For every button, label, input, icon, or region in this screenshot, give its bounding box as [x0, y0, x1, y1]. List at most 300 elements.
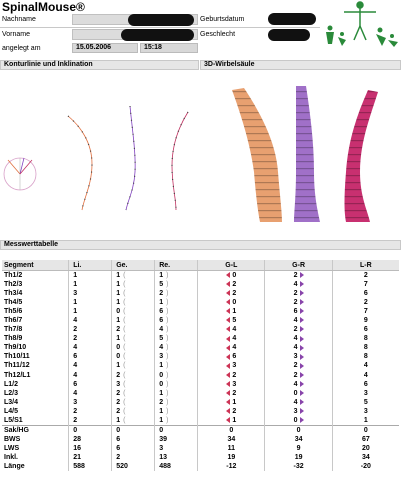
segment-cell — [2, 380, 69, 389]
segment-cell-value: LWS — [4, 444, 20, 452]
arrow-left-icon — [226, 299, 230, 305]
gr-cell-value: 0 — [293, 389, 298, 397]
li-cell-value: 2 — [73, 335, 78, 343]
gl-cell — [198, 289, 265, 298]
curvature-mark-icon: ( — [123, 416, 126, 424]
segment-cell — [2, 425, 69, 435]
li-cell-value: 6 — [73, 353, 78, 361]
lr-cell — [332, 389, 399, 398]
curvature-mark-icon: ) — [166, 317, 169, 325]
segment-cell — [2, 325, 69, 334]
ge-cell-value: 1 — [116, 281, 121, 289]
curvature-mark-icon: ) — [166, 407, 169, 415]
gl-cell-value: 2 — [232, 407, 237, 415]
gl-cell — [198, 316, 265, 325]
arrow-left-icon — [226, 308, 230, 314]
ge-cell — [112, 307, 155, 316]
curvature-mark-icon: ) — [166, 308, 169, 316]
vorname-field[interactable] — [72, 29, 198, 40]
arrow-left-icon — [226, 290, 230, 296]
ge-cell-value: 2 — [116, 326, 121, 334]
gr-cell-value: 2 — [293, 299, 298, 307]
li-cell — [69, 425, 112, 435]
lr-cell-value: 7 — [363, 281, 368, 289]
gr-cell — [265, 325, 332, 334]
ge-cell — [112, 435, 155, 444]
re-cell-value: 3 — [159, 444, 164, 452]
li-cell — [69, 289, 112, 298]
gr-cell-value: 6 — [293, 308, 298, 316]
gr-cell — [265, 316, 332, 325]
gl-cell — [198, 325, 265, 334]
lr-cell-value: -20 — [360, 463, 371, 470]
arrow-left-icon — [226, 345, 230, 351]
ge-cell-value: 0 — [116, 426, 121, 434]
curvature-mark-icon: ( — [123, 353, 126, 361]
li-cell-value: 588 — [73, 463, 85, 470]
arrow-left-icon — [226, 336, 230, 342]
re-cell — [155, 289, 198, 298]
gl-cell — [198, 343, 265, 352]
curvature-mark-icon: ( — [123, 398, 126, 406]
geburtsdatum-redacted — [268, 13, 316, 25]
curvature-mark-icon: ( — [123, 371, 126, 379]
gr-cell — [265, 416, 332, 426]
segment-cell — [2, 361, 69, 370]
date-field: 15.05.2006 — [72, 43, 138, 53]
ge-cell-value: 2 — [116, 407, 121, 415]
lr-cell — [332, 352, 399, 361]
re-cell-value: 5 — [159, 281, 164, 289]
arrow-right-icon — [300, 345, 304, 351]
table-row — [2, 361, 399, 370]
gl-cell-value: 1 — [232, 398, 237, 406]
re-cell — [155, 462, 198, 471]
li-cell-value: 1 — [73, 281, 78, 289]
table-row — [2, 289, 399, 298]
li-cell-value: 16 — [73, 444, 81, 452]
gl-cell-value: 2 — [232, 290, 237, 298]
section-messwert: Messwerttabelle — [0, 240, 401, 250]
curvature-mark-icon: ) — [166, 371, 169, 379]
ge-cell — [112, 371, 155, 380]
summary-row — [2, 462, 399, 471]
arrow-left-icon — [226, 399, 230, 405]
gr-cell-value: 2 — [293, 326, 298, 334]
lr-cell-value: 0 — [363, 426, 368, 434]
lr-cell — [332, 425, 399, 435]
arrow-right-icon — [300, 281, 304, 287]
gl-cell-value: 0 — [232, 272, 237, 280]
li-cell-value: 0 — [73, 426, 78, 434]
gr-cell-value: 2 — [293, 272, 298, 280]
curvature-mark-icon: ( — [123, 326, 126, 334]
segment-cell-value: Länge — [4, 463, 25, 470]
li-cell-value: 21 — [73, 453, 81, 461]
ge-cell-value: 1 — [116, 317, 121, 325]
curvature-mark-icon: ) — [166, 416, 169, 424]
segment-cell-value: Th12/L1 — [4, 371, 31, 379]
ge-cell — [112, 280, 155, 289]
segment-cell-value: Th4/5 — [4, 299, 23, 307]
section-3d: 3D-Wirbelsäule — [200, 60, 401, 70]
segment-cell-value: Th9/10 — [4, 344, 27, 352]
ge-cell — [112, 380, 155, 389]
li-cell — [69, 307, 112, 316]
gr-cell — [265, 435, 332, 444]
time-field: 15:18 — [140, 43, 198, 53]
curvature-mark-icon: ) — [166, 344, 169, 352]
arrow-right-icon — [300, 336, 304, 342]
brand-title: SpinalMouse® — [2, 0, 85, 14]
lr-cell — [332, 289, 399, 298]
re-cell — [155, 398, 198, 407]
table-row — [2, 343, 399, 352]
li-cell — [69, 325, 112, 334]
re-cell — [155, 271, 198, 281]
gl-cell — [198, 380, 265, 389]
measurement-table — [2, 260, 399, 471]
re-cell-value: 6 — [159, 308, 164, 316]
gl-cell-value: 19 — [227, 453, 236, 461]
segment-cell — [2, 352, 69, 361]
re-cell — [155, 307, 198, 316]
arrow-right-icon — [300, 408, 304, 414]
table-row — [2, 407, 399, 416]
col-header: Li. — [69, 260, 112, 271]
re-cell-value: 1 — [159, 362, 164, 370]
gl-cell-value: 4 — [232, 335, 237, 343]
ge-cell — [112, 343, 155, 352]
table-row — [2, 416, 399, 426]
lr-cell — [332, 307, 399, 316]
nachname-label: Nachname — [2, 16, 36, 23]
segment-cell — [2, 334, 69, 343]
arrow-left-icon — [226, 281, 230, 287]
summary-row — [2, 453, 399, 462]
re-cell-value: 5 — [159, 335, 164, 343]
re-cell — [155, 316, 198, 325]
segment-cell-value: Th7/8 — [4, 326, 23, 334]
li-cell — [69, 271, 112, 281]
segment-cell-value: L2/3 — [4, 389, 19, 397]
arrow-right-icon — [300, 290, 304, 296]
lr-cell-value: 1 — [363, 416, 368, 424]
col-header: G-R — [265, 260, 332, 271]
segment-cell — [2, 407, 69, 416]
lr-cell — [332, 298, 399, 307]
curvature-mark-icon: ( — [123, 335, 126, 343]
arrow-left-icon — [226, 390, 230, 396]
re-cell — [155, 334, 198, 343]
lr-cell — [332, 453, 399, 462]
re-cell — [155, 425, 198, 435]
table-row — [2, 271, 399, 281]
segment-cell-value: Th3/4 — [4, 290, 23, 298]
segment-cell-value: BWS — [4, 435, 21, 443]
ge-cell-value: 1 — [116, 299, 121, 307]
lr-cell — [332, 316, 399, 325]
gl-cell-value: 0 — [229, 426, 234, 434]
segment-cell — [2, 371, 69, 380]
li-cell-value: 1 — [73, 272, 78, 280]
col-header: Segment — [2, 260, 69, 271]
curvature-mark-icon: ) — [166, 326, 169, 334]
vorname-label: Vorname — [2, 31, 31, 38]
contour-line-plot — [0, 72, 199, 232]
gr-cell-value: 19 — [294, 453, 303, 461]
re-cell — [155, 280, 198, 289]
gl-cell-value: 5 — [232, 317, 237, 325]
ge-cell — [112, 316, 155, 325]
re-cell-value: 1 — [159, 299, 164, 307]
curvature-mark-icon: ( — [123, 362, 126, 370]
re-cell-value: 13 — [159, 453, 167, 461]
re-cell — [155, 361, 198, 370]
li-cell-value: 6 — [73, 380, 78, 388]
gl-cell-value: -12 — [226, 463, 237, 470]
segment-cell-value: Th5/6 — [4, 308, 23, 316]
li-cell — [69, 316, 112, 325]
gl-cell-value: 34 — [227, 435, 236, 443]
gr-cell-value: -32 — [293, 463, 304, 470]
gr-cell-value: 0 — [293, 416, 298, 424]
arrow-left-icon — [226, 372, 230, 378]
li-cell-value: 2 — [73, 407, 78, 415]
lr-cell-value: 8 — [363, 335, 368, 343]
gr-cell-value: 4 — [293, 335, 298, 343]
li-cell-value: 4 — [73, 389, 78, 397]
gr-cell — [265, 389, 332, 398]
ge-cell — [112, 289, 155, 298]
arrow-right-icon — [300, 399, 304, 405]
segment-cell — [2, 398, 69, 407]
li-cell — [69, 380, 112, 389]
arrow-left-icon — [226, 363, 230, 369]
segment-cell — [2, 435, 69, 444]
lr-cell-value: 3 — [363, 407, 368, 415]
gr-cell-value: 4 — [293, 344, 298, 352]
arrow-left-icon — [226, 417, 230, 423]
lr-cell — [332, 280, 399, 289]
redaction-mark — [128, 14, 194, 26]
table-row — [2, 352, 399, 361]
lr-cell-value: 7 — [363, 308, 368, 316]
gr-cell-value: 4 — [293, 281, 298, 289]
re-cell — [155, 389, 198, 398]
gl-cell-value: 3 — [232, 362, 237, 370]
ge-cell — [112, 453, 155, 462]
segment-cell — [2, 280, 69, 289]
gr-cell — [265, 307, 332, 316]
arrow-left-icon — [226, 408, 230, 414]
re-cell-value: 6 — [159, 317, 164, 325]
re-cell — [155, 453, 198, 462]
curvature-mark-icon: ( — [123, 407, 126, 415]
gl-cell-value: 1 — [232, 308, 237, 316]
gr-cell-value: 34 — [294, 435, 303, 443]
ge-cell — [112, 352, 155, 361]
lr-cell — [332, 361, 399, 370]
segment-cell — [2, 416, 69, 426]
lr-cell-value: 2 — [363, 299, 368, 307]
gl-cell-value: 2 — [232, 281, 237, 289]
gl-cell — [198, 453, 265, 462]
ge-cell-value: 2 — [116, 371, 121, 379]
lr-cell — [332, 380, 399, 389]
gr-cell — [265, 271, 332, 281]
gl-cell — [198, 444, 265, 453]
lr-cell-value: 6 — [363, 326, 368, 334]
re-cell-value: 3 — [159, 353, 164, 361]
re-cell — [155, 325, 198, 334]
summary-row — [2, 425, 399, 435]
inclination-circle-icon — [4, 158, 36, 190]
table-row — [2, 298, 399, 307]
ge-cell — [112, 425, 155, 435]
lr-cell — [332, 407, 399, 416]
curvature-mark-icon: ) — [166, 380, 169, 388]
angelegt-label: angelegt am — [2, 45, 41, 52]
gl-cell — [198, 435, 265, 444]
segment-cell-value: Th6/7 — [4, 317, 23, 325]
lr-cell-value: 6 — [363, 380, 368, 388]
lr-cell — [332, 343, 399, 352]
table-row — [2, 316, 399, 325]
ge-cell — [112, 389, 155, 398]
arrow-left-icon — [226, 381, 230, 387]
ge-cell — [112, 325, 155, 334]
re-cell — [155, 407, 198, 416]
ge-cell — [112, 462, 155, 471]
gr-cell-value: 4 — [293, 317, 298, 325]
gl-cell — [198, 425, 265, 435]
arrow-right-icon — [300, 299, 304, 305]
gl-cell-value: 2 — [232, 389, 237, 397]
arrow-right-icon — [300, 308, 304, 314]
li-cell — [69, 352, 112, 361]
re-cell-value: 39 — [159, 435, 167, 443]
re-cell — [155, 371, 198, 380]
li-cell — [69, 444, 112, 453]
segment-cell — [2, 307, 69, 316]
summary-row — [2, 435, 399, 444]
gr-cell — [265, 425, 332, 435]
lr-cell — [332, 271, 399, 281]
li-cell — [69, 280, 112, 289]
li-cell-value: 28 — [73, 435, 81, 443]
segment-cell — [2, 444, 69, 453]
gl-cell — [198, 307, 265, 316]
li-cell-value: 3 — [73, 398, 78, 406]
table-row — [2, 280, 399, 289]
gr-cell — [265, 407, 332, 416]
lr-cell-value: 5 — [363, 398, 368, 406]
re-cell — [155, 298, 198, 307]
li-cell — [69, 435, 112, 444]
re-cell-value: 1 — [159, 389, 164, 397]
table-row — [2, 389, 399, 398]
table-row — [2, 334, 399, 343]
nachname-field[interactable] — [72, 14, 198, 25]
gl-cell — [198, 416, 265, 426]
gr-cell — [265, 280, 332, 289]
gr-cell — [265, 334, 332, 343]
curvature-mark-icon: ) — [166, 281, 169, 289]
li-cell-value: 1 — [73, 308, 78, 316]
re-cell — [155, 343, 198, 352]
re-cell — [155, 380, 198, 389]
gr-cell-value: 4 — [293, 398, 298, 406]
lr-cell-value: 34 — [361, 453, 370, 461]
re-cell-value: 1 — [159, 407, 164, 415]
gl-cell — [198, 298, 265, 307]
arrow-right-icon — [300, 272, 304, 278]
curvature-mark-icon: ) — [166, 362, 169, 370]
lr-cell-value: 4 — [363, 371, 368, 379]
ge-cell-value: 0 — [116, 308, 121, 316]
curvature-mark-icon: ( — [123, 380, 126, 388]
lr-cell-value: 20 — [361, 444, 370, 452]
gr-cell — [265, 444, 332, 453]
segment-cell — [2, 271, 69, 281]
table-header-row — [2, 260, 399, 271]
gl-cell — [198, 352, 265, 361]
gl-cell — [198, 361, 265, 370]
li-cell — [69, 343, 112, 352]
section-kontur: Konturlinie und Inklination — [0, 60, 199, 70]
li-cell — [69, 398, 112, 407]
redaction-mark — [121, 29, 194, 41]
re-cell — [155, 352, 198, 361]
ge-cell-value: 0 — [116, 353, 121, 361]
gl-cell-value: 11 — [227, 444, 236, 452]
gr-cell-value: 3 — [293, 407, 298, 415]
gl-cell-value: 0 — [232, 299, 237, 307]
segment-cell-value: Th2/3 — [4, 281, 23, 289]
ge-cell-value: 520 — [116, 463, 128, 470]
ge-cell-value: 2 — [116, 453, 121, 461]
arrow-left-icon — [226, 354, 230, 360]
segment-cell-value: Sak/HG — [4, 426, 29, 434]
gr-cell — [265, 398, 332, 407]
ge-cell — [112, 416, 155, 426]
lr-cell — [332, 435, 399, 444]
arrow-right-icon — [300, 363, 304, 369]
gr-cell-value: 2 — [293, 290, 298, 298]
segment-cell-value: Th1/2 — [4, 272, 23, 280]
gr-cell — [265, 462, 332, 471]
geschlecht-redacted — [268, 29, 310, 41]
curvature-mark-icon: ( — [123, 290, 126, 298]
divider — [0, 27, 320, 28]
lr-cell — [332, 371, 399, 380]
li-cell — [69, 453, 112, 462]
segment-cell-value: Th8/9 — [4, 335, 23, 343]
segment-cell-value: Th10/11 — [4, 353, 30, 361]
re-cell-value: 0 — [159, 380, 164, 388]
arrow-right-icon — [300, 372, 304, 378]
ge-cell-value: 3 — [116, 380, 121, 388]
curvature-mark-icon: ( — [123, 317, 126, 325]
ge-cell — [112, 444, 155, 453]
re-cell-value: 0 — [159, 426, 164, 434]
ge-cell — [112, 271, 155, 281]
li-cell-value: 3 — [73, 290, 78, 298]
li-cell — [69, 334, 112, 343]
li-cell — [69, 389, 112, 398]
col-header: G-L — [198, 260, 265, 271]
